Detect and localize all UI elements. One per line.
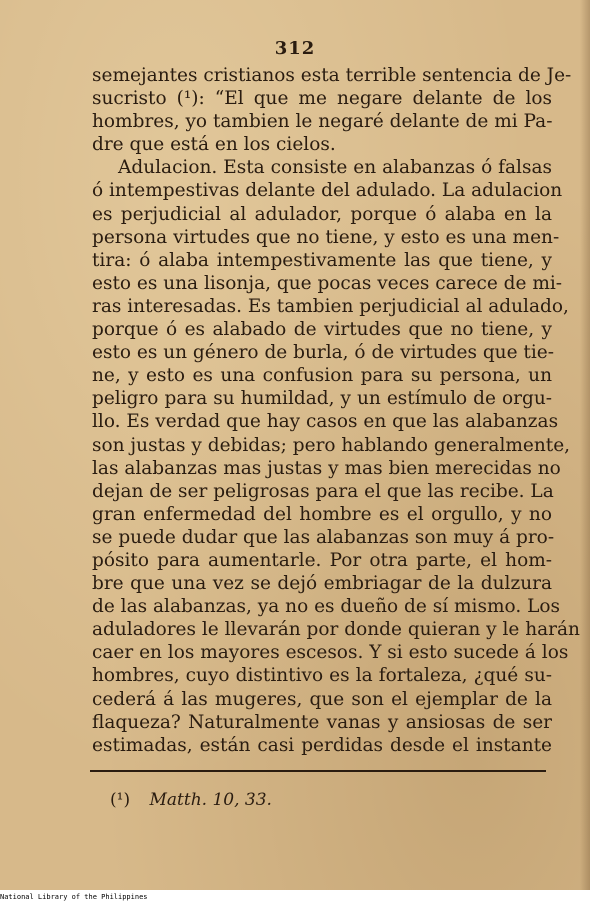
text-line: peligro para su humildad, y un estímulo de orgu- <box>92 388 552 410</box>
text-line: caer en los mayores escesos. Y si esto sucede á los <box>92 642 569 664</box>
page-number: 312 <box>274 38 316 59</box>
footnote-reference: Matth. 10, 33. <box>149 790 272 810</box>
text-line: ne, y esto es una confusion para su persona, un <box>92 365 552 387</box>
text-line: son justas y debidas; pero hablando generalmente, <box>92 434 571 456</box>
text-line: pósito para aumentarle. Por otra parte, el hom- <box>92 549 552 571</box>
text-line: dejan de ser peligrosas para el que las recibe. La <box>92 480 554 502</box>
body-text <box>92 64 580 757</box>
footnote-marker: (¹) <box>110 790 131 810</box>
text-line: gran enfermedad del hombre es el orgullo, y no <box>92 503 552 525</box>
text-line: porque ó es alabado de virtudes que no tiene, y <box>92 319 552 341</box>
text-line: bre que una vez se dejó embriagar de la dulzura <box>92 573 552 595</box>
text-line: semejantes cristianos esta terrible sentencia de Je- <box>92 65 572 86</box>
page-edge-shadow <box>580 0 590 890</box>
text-line: hombres, yo tambien le negaré delante de mi Pa- <box>92 111 553 133</box>
text-line: dre que está en los cielos. <box>92 134 336 156</box>
text-line: estimadas, están casi perdidas desde el instante <box>92 734 552 756</box>
text-line: sucristo (¹): “El que me negare delante de los <box>92 88 552 110</box>
text-line: esto es un género de burla, ó de virtudes que tie- <box>92 342 554 364</box>
text-line: las alabanzas mas justas y mas bien merecidas no <box>92 457 561 479</box>
text-line: persona virtudes que no tiene, y esto es una men- <box>92 226 560 248</box>
library-credit: National Library of the Philippines <box>0 893 148 901</box>
text-line: de las alabanzas, ya no es dueño de sí mismo. Los <box>92 596 560 618</box>
text-line: es perjudicial al adulador, porque ó alaba en la <box>92 203 552 225</box>
text-line: tira: ó alaba intempestivamente las que tiene, y <box>92 249 552 271</box>
footnote <box>110 790 272 810</box>
text-line: aduladores le llevarán por donde quieran y le harán <box>92 619 580 641</box>
text-line: flaqueza? Naturalmente vanas y ansiosas de ser <box>92 711 552 733</box>
text-line: ras interesadas. Es tambien perjudicial al adulado, <box>92 295 569 317</box>
text-line: se puede dudar que las alabanzas son muy á pro- <box>92 526 555 548</box>
text-line-paragraph-start: Adulacion. Esta consiste en alabanzas ó falsas <box>118 157 552 179</box>
footnote-divider <box>90 770 546 772</box>
text-line: hombres, cuyo distintivo es la fortaleza, ¿qué su- <box>92 665 552 687</box>
text-line: ó intempestivas delante del adulado. La adulacion <box>92 180 563 202</box>
text-line: cederá á las mugeres, que son el ejemplar de la <box>92 688 552 710</box>
text-line: llo. Es verdad que hay casos en que las alabanzas <box>92 411 559 433</box>
text-line: esto es una lisonja, que pocas veces carece de mi- <box>92 272 563 294</box>
